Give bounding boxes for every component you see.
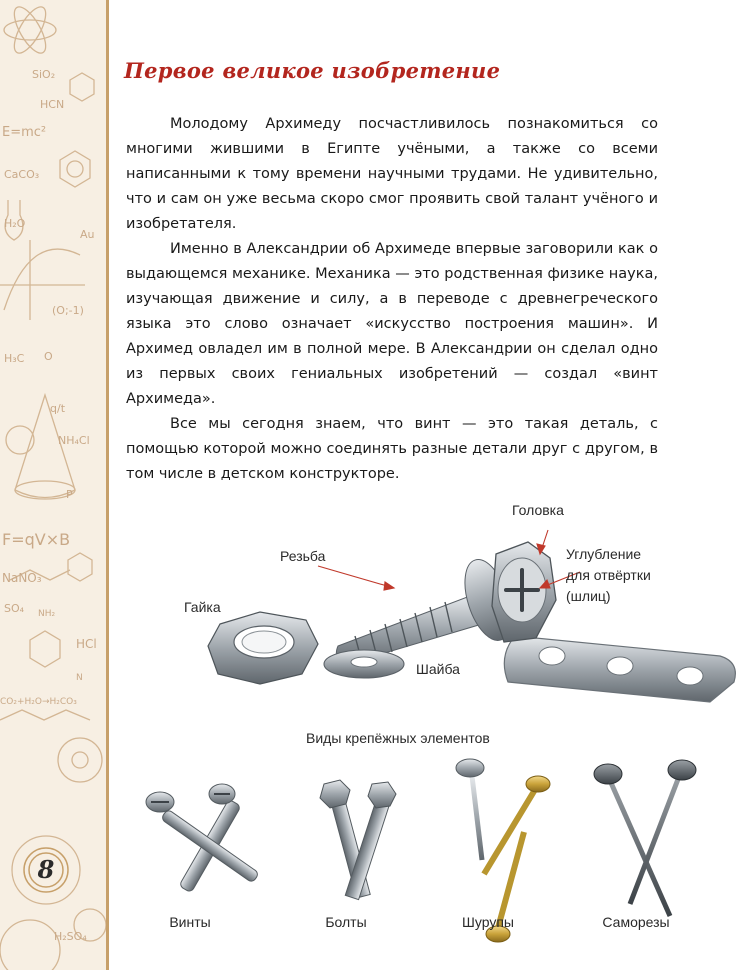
svg-text:NaNO₃: NaNO₃	[2, 571, 42, 585]
self-tapping-screws-drawing	[594, 760, 696, 916]
svg-text:H₂SO₄: H₂SO₄	[54, 930, 87, 943]
svg-text:HCN: HCN	[40, 98, 65, 111]
metal-plate	[504, 636, 735, 702]
paragraph: Все мы сегодня знаем, что винт — это такая деталь, с помощью которой можно соединять разные детали друг с другом, в том числе в детском конструкторе.	[126, 416, 658, 482]
page-number: 8	[37, 855, 55, 884]
caption-wood-screws: Шурупы	[462, 914, 514, 930]
svg-text:(O;-1): (O;-1)	[52, 304, 84, 317]
screws-drawing	[146, 784, 259, 893]
svg-text:N: N	[76, 673, 83, 683]
svg-text:CaCO₃: CaCO₃	[4, 168, 40, 181]
svg-text:O: O	[44, 350, 53, 363]
page-title: Первое великое изобретение	[124, 58, 501, 83]
paragraph: Именно в Александрии об Архимеде впервые заговорили как о выдающемся механике. Механика — это родственная физике наука, изучающая движение и силу, а в переводе с древнегреческого языка это слово означает «искусство построения машин». И Архимед овладел им в полной мере. В Александрии он сделал одно из первых своих гениальных изобретений — создал «винт Архимеда».	[126, 241, 658, 407]
paragraph: Молодому Архимеду посчастливилось познакомиться со многими жившими в Египте учёными, а также со всеми написанными к тому времени научными трудами. Не удивительно, что и сам он уже весьма скоро смог проявить свой талант учёного и изобретателя.	[126, 116, 658, 232]
margin-divider	[106, 0, 109, 970]
svg-text:NH₄Cl: NH₄Cl	[58, 434, 90, 447]
svg-text:F=qV×B: F=qV×B	[2, 530, 71, 549]
svg-text:SiO₂: SiO₂	[32, 68, 56, 81]
bolts-drawing	[320, 780, 396, 900]
nut	[208, 612, 318, 684]
science-margin	[0, 0, 108, 970]
svg-text:H₂O: H₂O	[4, 217, 26, 230]
svg-text:P: P	[66, 488, 73, 501]
svg-text:SO₄: SO₄	[4, 602, 25, 615]
label-nut: Гайка	[184, 599, 221, 615]
svg-text:CO₂+H₂O→H₂CO₃: CO₂+H₂O→H₂CO₃	[0, 697, 77, 707]
caption-screws: Винты	[169, 914, 211, 930]
svg-text:H₃C: H₃C	[4, 352, 25, 365]
label-head: Головка	[512, 502, 564, 518]
caption-bolts: Болты	[325, 914, 367, 930]
fasteners-illustration	[110, 496, 746, 970]
page-number-badge	[18, 842, 74, 898]
svg-text:NH₂: NH₂	[38, 609, 56, 619]
svg-text:q/t: q/t	[50, 402, 66, 415]
svg-text:Au: Au	[80, 228, 95, 241]
washer	[324, 650, 404, 678]
label-slot: Углубление для отвёртки (шлиц)	[566, 546, 651, 604]
body-text	[126, 112, 658, 487]
label-thread: Резьба	[280, 548, 326, 564]
science-doodles	[0, 0, 108, 970]
svg-text:HCl: HCl	[76, 637, 97, 651]
caption-self-tapping-screws: Саморезы	[602, 914, 670, 930]
svg-text:E=mc²: E=mc²	[2, 125, 47, 140]
fastener-types-title: Виды крепёжных элементов	[306, 730, 490, 746]
label-washer: Шайба	[416, 661, 460, 677]
